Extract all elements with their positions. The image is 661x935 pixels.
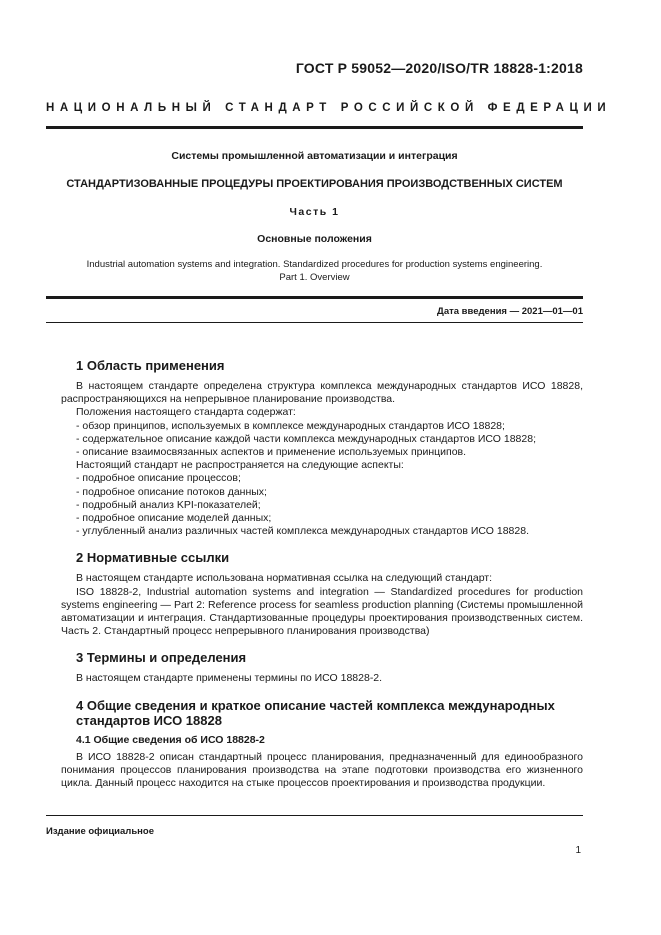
list-item: - подробное описание моделей данных; — [76, 512, 272, 525]
section-1-heading: 1 Область применения — [76, 358, 225, 373]
list-item: - содержательное описание каждой части комплекса международных стандартов ИСО 18828; — [76, 432, 536, 445]
section-1-paragraph: В настоящем стандарте определена структура комплекса международных стандартов ИСО 18828, распространяющихся на непрерывное планирование производства. — [61, 380, 583, 406]
title-subtitle: Основные положения — [257, 233, 372, 245]
title-series: Системы промышленной автоматизации и интеграция — [171, 150, 458, 162]
title-part: Часть 1 — [289, 206, 340, 218]
section-2-heading: 2 Нормативные ссылки — [76, 550, 230, 566]
section-1-paragraph: Настоящий стандарт не распространяется на следующие аспекты: — [76, 459, 404, 472]
normative-reference: ISO 18828-2, Industrial automation systems and integration — Standardized procedures for production systems engineering — Part 2: Reference process for seamless production planning (Системы промышленной автоматизации и интеграция. Стандартизованные процедуры проектирования производственных систем. Часть 2. Стандартный процесс непрерывного планирования производства) — [61, 585, 583, 638]
list-item: - углубленный анализ различных частей комплекса международных стандартов ИСО 18828. — [76, 525, 529, 538]
title-rule — [46, 296, 583, 299]
list-item: - описание взаимосвязанных аспектов и применение используемых принципов. — [76, 446, 467, 459]
section-1-paragraph: Положения настоящего стандарта содержат: — [76, 406, 296, 419]
section-2-paragraph: В настоящем стандарте использована нормативная ссылка на следующий стандарт: — [76, 572, 493, 585]
document-body — [61, 358, 583, 790]
title-main: СТАНДАРТИЗОВАННЫЕ ПРОЦЕДУРЫ ПРОЕКТИРОВАНИЯ ПРОИЗВОДСТВЕННЫХ СИСТЕМ — [66, 178, 563, 190]
header-rule — [46, 126, 583, 129]
list-item: - подробное описание процессов; — [76, 472, 241, 485]
standard-designation: ГОСТ Р 59052—2020/ISO/TR 18828-1:2018 — [295, 60, 583, 76]
official-edition-label: Издание официальное — [46, 826, 154, 837]
list-item: - подробный анализ KPI-показателей; — [76, 498, 261, 511]
list-item: - подробное описание потоков данных; — [76, 485, 267, 498]
section-4-paragraph: В ИСО 18828-2 описан стандартный процесс планирования, предназначенный для единообразного понимания процессов планирования производства на этапе подготовки производства его жизненного цикла. Данный процесс находится на стыке процессов проектирования и производства продукции. — [61, 750, 583, 790]
footer-rule — [46, 815, 583, 816]
title-english — [46, 259, 583, 284]
page-number: 1 — [575, 845, 581, 856]
title-english-line2: Part 1. Overview — [279, 271, 350, 283]
title-english-line1: Industrial automation systems and integration. Standardized procedures for production systems engineering. — [86, 259, 543, 270]
intro-date-rule — [46, 322, 583, 323]
section-4-heading: 4 Общие сведения и краткое описание частей комплекса международных стандартов ИСО 18828 — [76, 697, 555, 728]
subsection-4-1-heading: 4.1 Общие сведения об ИСО 18828-2 — [76, 733, 265, 746]
national-standard-banner: НАЦИОНАЛЬНЫЙ СТАНДАРТ РОССИЙСКОЙ ФЕДЕРАЦИИ — [46, 102, 612, 114]
section-3-paragraph: В настоящем стандарте применены термины по ИСО 18828-2. — [76, 672, 383, 685]
list-item: - обзор принципов, используемых в комплексе международных стандартов ИСО 18828; — [76, 419, 505, 432]
introduction-date: Дата введения — 2021—01—01 — [437, 306, 583, 317]
section-3-heading: 3 Термины и определения — [76, 650, 247, 666]
